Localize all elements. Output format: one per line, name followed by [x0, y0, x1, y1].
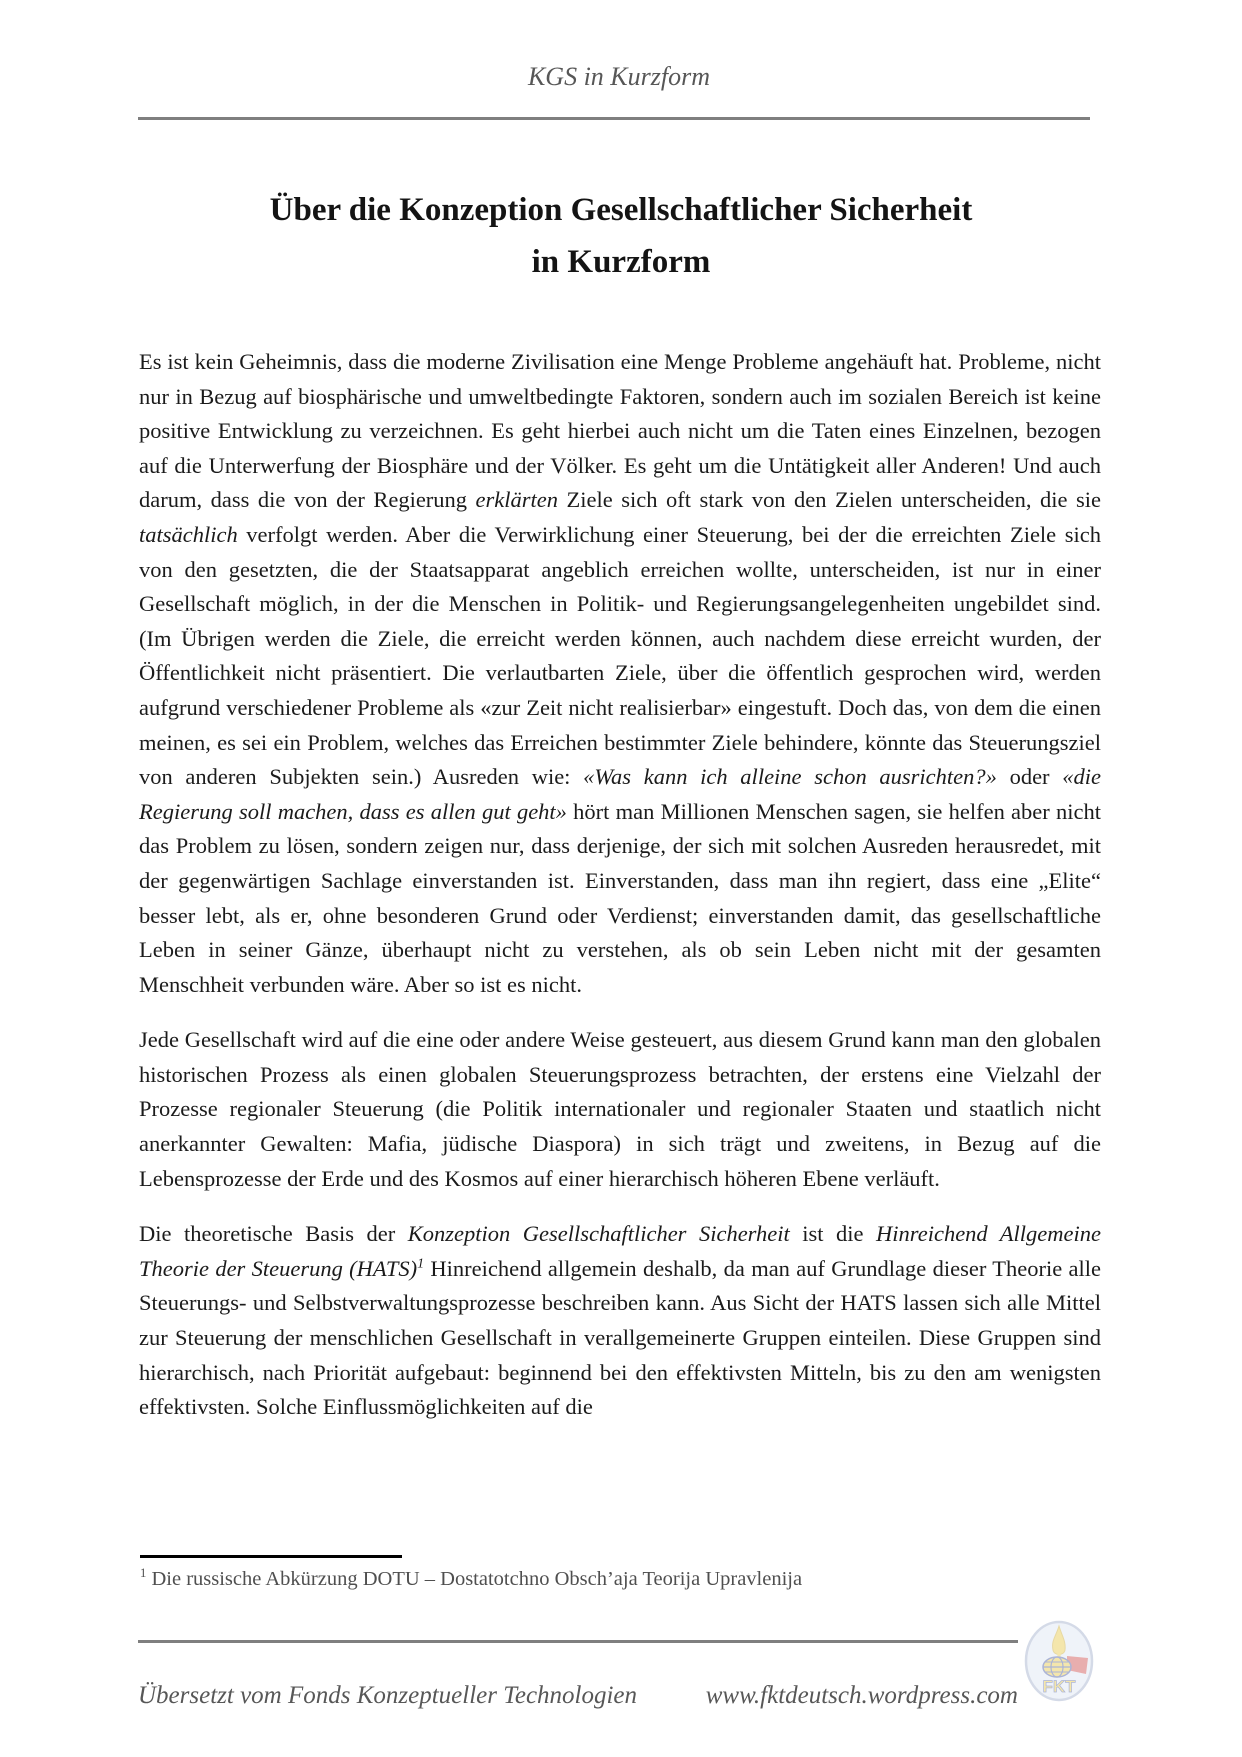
- text-segment: Hinreichend allgemein deshalb, da man auf Grundlage dieser Theorie alle Steuerungs- und Selbstverwaltungsprozesse beschreiben kann. Aus Sicht der HATS lassen sich alle Mittel zur Steuerung der menschlichen Gesellschaft in verallgemeinerte Gruppen einteilen. Diese Gruppen sind hierarchisch, nach Priorität aufgebaut: beginnend bei den effektivsten Mitteln, bis zu den am wenigsten effektivsten. Solche Einflussmöglichkeiten auf die: [139, 1255, 1101, 1420]
- page-title: [96, 184, 1146, 288]
- footer-divider: [138, 1640, 1018, 1643]
- footnote-divider: [140, 1555, 402, 1558]
- emphasized-text: Hinreichend Allgemeine Theorie der Steuerung (HATS): [139, 1221, 1101, 1281]
- body-text: [139, 345, 1101, 1446]
- emphasized-text: erklärten: [475, 487, 559, 513]
- running-header: KGS in Kurzform: [527, 62, 711, 91]
- footer-translator-credit: Übersetzt vom Fonds Konzeptueller Technologien: [138, 1682, 638, 1709]
- page-title-line1: Über die Konzeption Gesellschaftlicher Sicherheit: [269, 192, 973, 228]
- text-segment: verfolgt werden. Aber die Verwirklichung einer Steuerung, bei der die erreichten Ziele sich von den gesetzten, die der Staatsapparat angeblich erreichen wollte, unterscheiden, ist nur in einer Gesellschaft möglich, in der die Menschen in Politik- und Regierungsangelegenheiten ungebildet sind. (Im Übrigen werden die Ziele, die erreicht werden können, auch nachdem diese erreicht wurden, der Öffentlichkeit nicht präsentiert. Die verlautbarten Ziele, über die öffentlich gesprochen wird, werden aufgrund verschiedener Probleme als «zur Zeit nicht realisierbar» eingestuft. Doch das, von dem die einen meinen, es sei ein Problem, welches das Erreichen bestimmter Ziele behindere, könnte das Steuerungsziel von anderen Subjekten sein.) Ausreden wie:: [139, 521, 1101, 790]
- text-segment: Jede Gesellschaft wird auf die eine oder andere Weise gesteuert, aus diesem Grund kann man den globalen historischen Prozess als einen globalen Steuerungsprozess betrachten, der erstens eine Vielzahl der Prozesse regionaler Steuerung (die Politik internationaler und regionaler Staaten und staatlich nicht anerkannter Gewalten: Mafia, jüdische Diaspora) in sich trägt und zweitens, in Bezug auf die Lebensprozesse der Erde und des Kosmos auf einer hierarchisch höheren Ebene verläuft.: [139, 1027, 1101, 1191]
- footnote-marker: 1: [140, 1566, 147, 1581]
- emphasized-text: tatsächlich: [139, 521, 238, 547]
- emphasized-text: «Was kann ich alleine schon ausrichten?»: [583, 764, 997, 790]
- text-segment: Ziele sich oft stark von den Zielen unterscheiden, die sie: [558, 487, 1101, 513]
- footnote-text: Die russische Abkürzung DOTU – Dostatotchno Obsch’aja Teorija Upravlenija: [146, 1568, 803, 1590]
- page-title-line2: in Kurzform: [531, 244, 711, 280]
- footer-website-url: www.fktdeutsch.wordpress.com: [705, 1682, 1018, 1709]
- paragraph: [139, 345, 1101, 1002]
- text-segment: Die theoretische Basis der: [139, 1221, 408, 1247]
- fkt-logo-icon: [1024, 1620, 1094, 1702]
- emphasized-text: Konzeption Gesellschaftlicher Sicherheit: [407, 1221, 790, 1247]
- text-segment: 1: [417, 1256, 425, 1272]
- paragraph: [139, 1023, 1101, 1196]
- text-segment: Es ist kein Geheimnis, dass die moderne Zivilisation eine Menge Probleme angehäuft hat. Probleme, nicht nur in Bezug auf biosphärische und umweltbedingte Faktoren, sondern auch im sozialen Bereich ist keine positive Entwicklung zu verzeichnen. Es geht hierbei auch nicht um die Taten eines Einzelnen, bezogen auf die Unterwerfung der Biosphäre und der Völker. Es geht um die Untätigkeit aller Anderen! Und auch darum, dass die von der Regierung: [139, 349, 1101, 513]
- text-segment: oder: [996, 764, 1063, 790]
- emphasized-text: «die Regierung soll machen, dass es allen gut geht»: [139, 764, 1101, 824]
- fkt-logo-text: FKT: [1042, 1677, 1076, 1696]
- footnote: [140, 1568, 1102, 1591]
- header-divider: [138, 117, 1090, 120]
- text-segment: hört man Millionen Menschen sagen, sie helfen aber nicht das Problem zu lösen, sondern zeigen nur, dass derjenige, der sich mit solchen Ausreden herausredet, mit der gegenwärtigen Sachlage einverstanden ist. Einverstanden, dass man ihn regiert, dass eine „Elite“ besser lebt, als er, ohne besonderen Grund oder Verdienst; einverstanden damit, das gesellschaftliche Leben in seiner Gänze, überhaupt nicht zu verstehen, als ob sein Leben nicht mit der gesamten Menschheit verbunden wäre. Aber so ist es nicht.: [139, 798, 1101, 997]
- paragraph: [139, 1217, 1101, 1425]
- text-segment: ist die: [789, 1221, 877, 1247]
